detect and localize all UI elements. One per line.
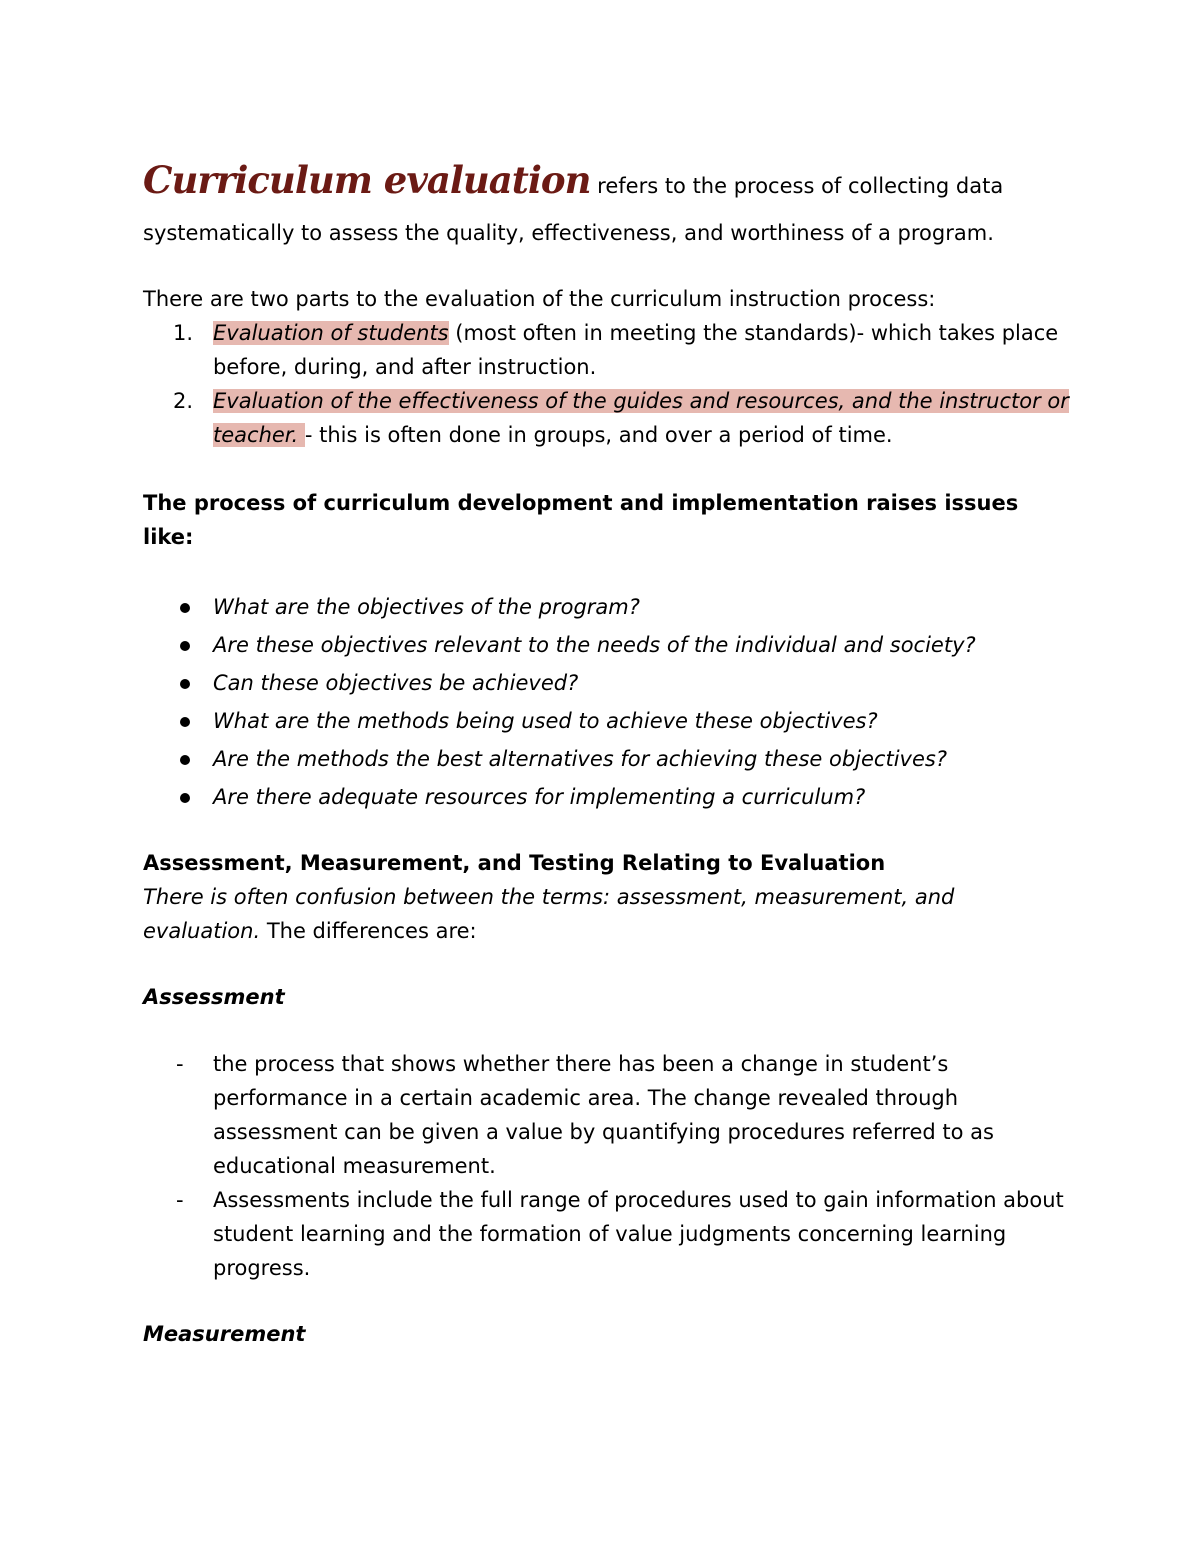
list-item: Are there adequate resources for implementing a curriculum? bbox=[143, 778, 1073, 816]
intro-text-line2: systematically to assess the quality, effectiveness, and worthiness of a program. bbox=[143, 221, 994, 245]
document-content bbox=[143, 150, 1073, 1351]
amt-paragraph bbox=[143, 880, 1073, 948]
highlighted-term: Evaluation of students bbox=[213, 321, 449, 345]
bullet-icon bbox=[180, 755, 190, 765]
assessment-list bbox=[143, 1047, 1073, 1285]
list-item bbox=[143, 316, 1073, 384]
spacer bbox=[143, 1014, 1073, 1047]
bullet-icon bbox=[180, 717, 190, 727]
list-number: 2. bbox=[173, 389, 194, 413]
list-item: - Assessments include the full range of procedures used to gain information about student learning and the formation of value judgments concerning learning progress. bbox=[143, 1183, 1073, 1285]
amt-italic-text: There is often confusion between the terms: assessment, measurement, and evaluation. bbox=[143, 885, 955, 943]
list-item: - the process that shows whether there has been a change in student’s performance in a certain academic area. The change revealed through assessment can be given a value by quantifying procedures referred to as educational measurement. bbox=[143, 1047, 1073, 1183]
bullet-icon bbox=[180, 793, 190, 803]
document-title: Curriculum evaluation bbox=[143, 158, 591, 202]
list-item: Are the methods the best alternatives for achieving these objectives? bbox=[143, 740, 1073, 778]
spacer bbox=[143, 816, 1073, 846]
spacer bbox=[143, 948, 1073, 980]
issues-heading: The process of curriculum development and implementation raises issues like: bbox=[143, 491, 1019, 549]
list-item bbox=[143, 384, 1073, 452]
parts-list bbox=[143, 316, 1073, 452]
bullet-icon bbox=[180, 641, 190, 651]
issues-list bbox=[143, 588, 1073, 816]
measurement-heading: Measurement bbox=[143, 1322, 306, 1346]
assessment-heading: Assessment bbox=[143, 985, 285, 1009]
spacer bbox=[143, 452, 1073, 486]
highlighted-term: Evaluation of the effectiveness of the guides and resources, and the instructor or teacher. bbox=[213, 389, 1069, 447]
list-item: Can these objectives be achieved? bbox=[143, 664, 1073, 702]
amt-plain-text: The differences are: bbox=[260, 919, 477, 943]
spacer bbox=[143, 1285, 1073, 1317]
list-item: What are the methods being used to achieve these objectives? bbox=[143, 702, 1073, 740]
parts-lead: There are two parts to the evaluation of the curriculum instruction process: bbox=[143, 287, 936, 311]
amt-heading: Assessment, Measurement, and Testing Relating to Evaluation bbox=[143, 851, 886, 875]
dash-marker: - bbox=[176, 1188, 184, 1212]
dash-marker: - bbox=[176, 1052, 184, 1076]
list-item-text: (most often in meeting the standards)- which takes place before, during, and after instruction. bbox=[213, 321, 1059, 379]
list-item-text: - this is often done in groups, and over a period of time. bbox=[304, 423, 893, 447]
bullet-icon bbox=[180, 603, 190, 613]
spacer bbox=[143, 250, 1073, 282]
intro-text-line1: refers to the process of collecting data bbox=[590, 174, 1004, 198]
bullet-icon bbox=[180, 679, 190, 689]
list-item: What are the objectives of the program? bbox=[143, 588, 1073, 626]
intro-paragraph bbox=[143, 150, 1073, 216]
list-item: Are these objectives relevant to the needs of the individual and society? bbox=[143, 626, 1073, 664]
list-number: 1. bbox=[173, 321, 194, 345]
spacer bbox=[143, 554, 1073, 588]
